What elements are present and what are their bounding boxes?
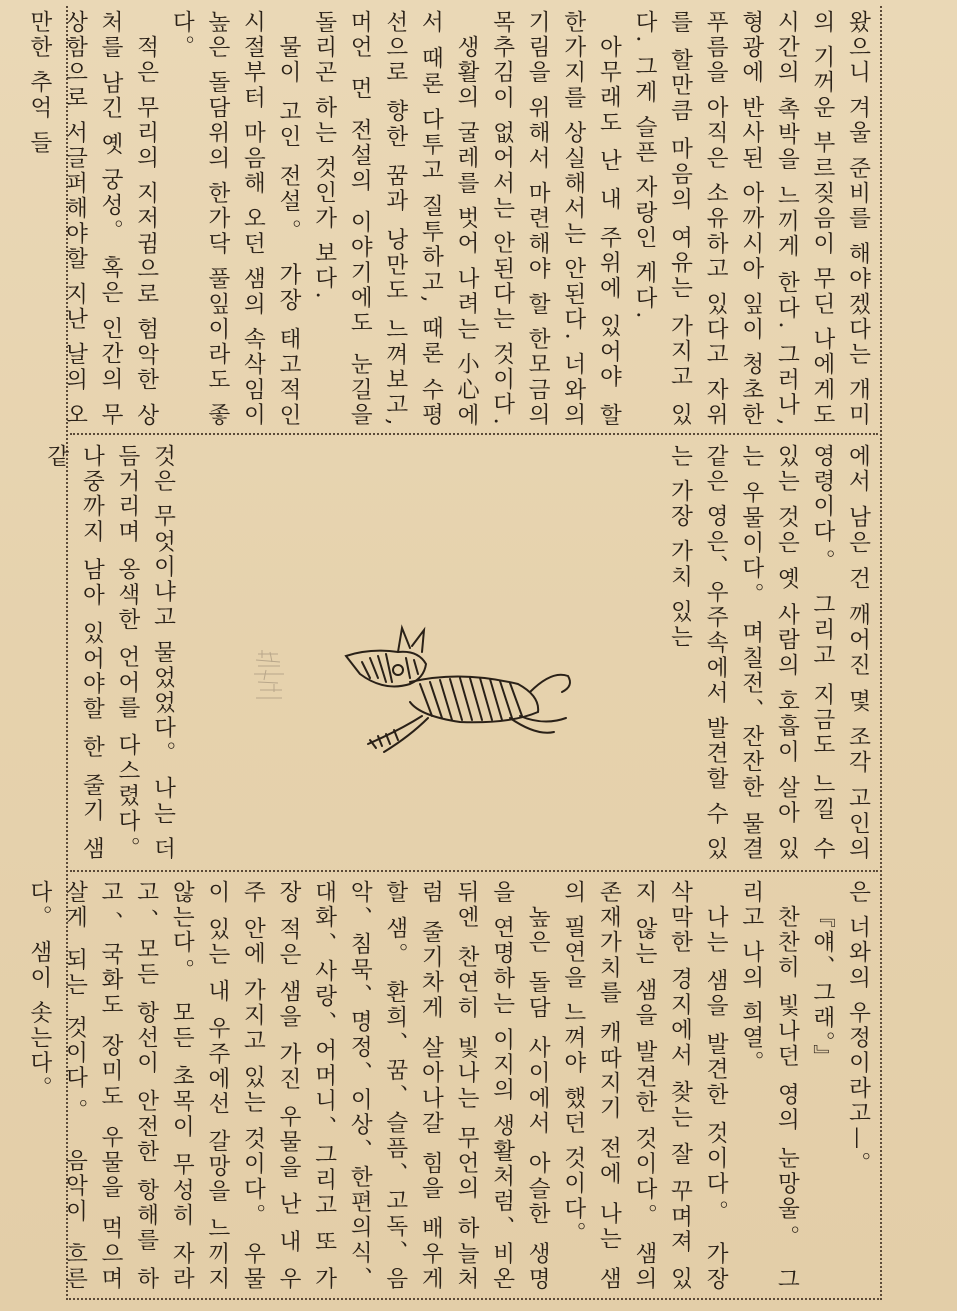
dotted-divider-bottom: [70, 870, 878, 872]
paragraph: 생활의 굴레를 벗어 나려는 小心에서 때론 다투고 질투하고, 때론 수평선으로 향한 꿈과 낭만도 느껴보고, 머언 먼 전설의 이야기에도 눈길을 돌리곤 하는 것인가 보다.: [311, 10, 480, 428]
paragraph: 『얘、그래。』: [809, 904, 836, 1070]
dotted-divider-top: [70, 433, 878, 435]
paragraph: 은 너와의 우정이라고—。: [845, 880, 871, 1177]
text-column-middle-right: [643, 444, 875, 862]
text-column-top: [26, 10, 875, 428]
text-column-bottom: [26, 880, 875, 1292]
paragraph: 찬찬히 빛나던 영의 눈망울。 그리고 나의 희열。: [738, 880, 800, 1292]
paragraph: 높은 돌담 사이에서 아슬한 생명을 연명하는 이지의 생활처럼、비온 뒤엔 찬연히 빛나는 무언의 하늘처럼 줄기차게 살아나갈 힘을 배우게 할 샘。 환희、꿈、슬픔、고독、음악、침묵、명정、이상、한편의식、대화、사랑、어머니、그리고 또 가장 적은 샘을 가진 우물을 난 내 우주 안에 가지고 있는 것이다。 우물이 있는 내 우주에선 갈망을 느끼지 않는다。 모든 초목이 무성히 자라고、모든 항선이 안전한 항해를 하고、국화도 장미도 우물을 먹으며 살게 되는 것이다。 음악이 흐른다。 샘이 솟는다。: [26, 880, 551, 1292]
paragraph: 에서 남은 건 깨어진 몇 조각 고인의 영령이다。 그리고 지금도 느낄 수 있는 것은 옛 사람의 호흡이 살아 있는 우물이다。 며칠전、잔잔한 물결같은 영은、우주속에서 발견할 수 있는 가장 가치 있는: [667, 444, 871, 862]
paragraph: 나는 샘을 발견한 것이다。 가장 삭막한 경지에서 찾는 잘 꾸며져 있지 않는 샘을 발견한 것이다。 샘의 존재가치를 캐따지기 전에 나는 샘의 필연을 느껴야 했던 것이다。: [560, 880, 729, 1292]
faint-stamp-icon: [240, 640, 300, 710]
paragraph: 물이 고인 전설。 가장 태고적인 시절부터 마음해 오던 샘의 속삭임이 높은 돌담위의 한가닥 풀잎이라도 좋다。: [168, 10, 302, 428]
paragraph: 왔으니 겨울 준비를 해야겠다는 개미의 기꺼운 부르짖음이 무딘 나에게도 시간의 촉박을 느끼게 한다. 그러나, 형광에 반사된 아까시아 잎이 청초한 푸름을 아직은 소유하고 있다고 자위를 할만큼 마음의 여유는 가지고 있다. 그게 슬픈 자랑인 게다.: [631, 10, 871, 428]
paragraph: 것은 무엇이냐고 물었었다。 나는 더듬거리며 옹색한 언어를 다스렸다。 나중까지 남아 있어야할 한 줄기 샘같: [43, 444, 176, 862]
paragraph: 아무래도 난 내 주위에 있어야 할 한가지를 상실해서는 안된다. 너와의 기림을 위해서 마련해야 할 한모금의 목추김이 없어서는 안된다는 것이다.: [489, 10, 622, 428]
paragraph: 적은 무리의 지저귐으로 험악한 상처를 남긴 옛 궁성。 혹은 인간의 무상함으로 서글퍼해야할 지난 날의 오만한 추억 들: [26, 10, 160, 428]
text-column-middle-left: [43, 444, 180, 862]
dog-sketch-icon: [340, 612, 580, 757]
